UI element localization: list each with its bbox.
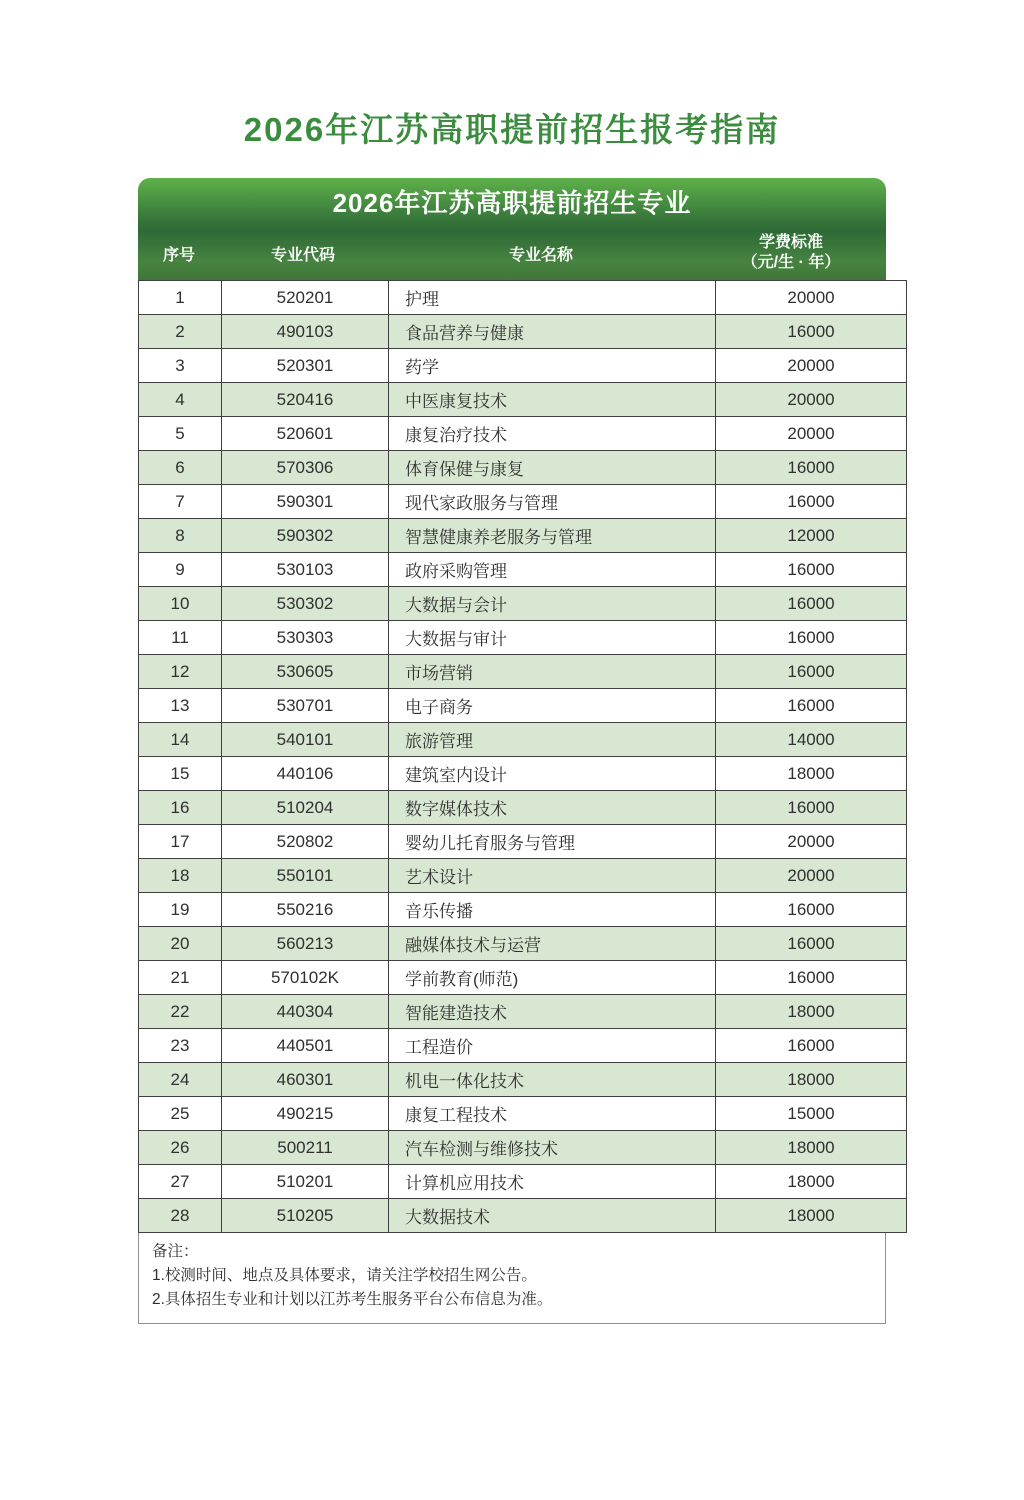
table-row [139, 315, 907, 349]
table-row [139, 791, 907, 825]
cell-code: 490215 [222, 1097, 389, 1131]
cell-index: 11 [139, 621, 222, 655]
cell-index: 19 [139, 893, 222, 927]
table-row [139, 349, 907, 383]
cell-index: 14 [139, 723, 222, 757]
table-row [139, 757, 907, 791]
cell-code: 590301 [222, 485, 389, 519]
cell-code: 440106 [222, 757, 389, 791]
table-row [139, 485, 907, 519]
cell-fee: 20000 [716, 859, 907, 893]
cell-fee: 20000 [716, 281, 907, 315]
cell-major-name: 食品营养与健康 [389, 315, 716, 349]
cell-major-name: 现代家政服务与管理 [389, 485, 716, 519]
cell-fee: 16000 [716, 485, 907, 519]
table-row [139, 383, 907, 417]
page [0, 104, 1024, 1324]
table-row [139, 451, 907, 485]
cell-index: 3 [139, 349, 222, 383]
cell-fee: 18000 [716, 1063, 907, 1097]
cell-index: 25 [139, 1097, 222, 1131]
cell-index: 28 [139, 1199, 222, 1233]
panel-header [138, 178, 886, 280]
cell-fee: 16000 [716, 791, 907, 825]
cell-code: 490103 [222, 315, 389, 349]
cell-fee: 16000 [716, 927, 907, 961]
table-row [139, 995, 907, 1029]
cell-major-name: 音乐传播 [389, 893, 716, 927]
cell-code: 510201 [222, 1165, 389, 1199]
cell-code: 540101 [222, 723, 389, 757]
cell-index: 23 [139, 1029, 222, 1063]
cell-major-name: 智能建造技术 [389, 995, 716, 1029]
majors-table [138, 280, 907, 1233]
cell-code: 440304 [222, 995, 389, 1029]
table-row [139, 893, 907, 927]
table-row [139, 417, 907, 451]
cell-major-name: 旅游管理 [389, 723, 716, 757]
column-header-fee [696, 233, 886, 273]
cell-index: 4 [139, 383, 222, 417]
cell-major-name: 市场营销 [389, 655, 716, 689]
cell-index: 8 [139, 519, 222, 553]
cell-major-name: 艺术设计 [389, 859, 716, 893]
cell-fee: 18000 [716, 1165, 907, 1199]
note-item-1: 1.校测时间、地点及具体要求，请关注学校招生网公告。 [152, 1267, 537, 1284]
table-row [139, 825, 907, 859]
cell-fee: 16000 [716, 587, 907, 621]
table-row [139, 859, 907, 893]
notes-label: 备注： [152, 1243, 199, 1260]
cell-major-name: 康复工程技术 [389, 1097, 716, 1131]
cell-code: 520601 [222, 417, 389, 451]
column-header-major-name: 专业名称 [508, 246, 573, 264]
cell-index: 12 [139, 655, 222, 689]
cell-index: 21 [139, 961, 222, 995]
cell-index: 7 [139, 485, 222, 519]
cell-code: 460301 [222, 1063, 389, 1097]
cell-major-name: 药学 [389, 349, 716, 383]
cell-fee: 16000 [716, 553, 907, 587]
cell-index: 1 [139, 281, 222, 315]
cell-major-name: 康复治疗技术 [389, 417, 716, 451]
cell-index: 15 [139, 757, 222, 791]
cell-fee: 20000 [716, 349, 907, 383]
cell-code: 530605 [222, 655, 389, 689]
table-row [139, 519, 907, 553]
table-row [139, 553, 907, 587]
cell-fee: 16000 [716, 893, 907, 927]
cell-fee: 20000 [716, 383, 907, 417]
cell-code: 560213 [222, 927, 389, 961]
cell-fee: 18000 [716, 1131, 907, 1165]
cell-major-name: 智慧健康养老服务与管理 [389, 519, 716, 553]
cell-fee: 12000 [716, 519, 907, 553]
cell-fee: 14000 [716, 723, 907, 757]
cell-fee: 20000 [716, 417, 907, 451]
cell-code: 590302 [222, 519, 389, 553]
cell-fee: 16000 [716, 961, 907, 995]
cell-index: 9 [139, 553, 222, 587]
cell-fee: 16000 [716, 451, 907, 485]
cell-code: 510204 [222, 791, 389, 825]
cell-code: 520416 [222, 383, 389, 417]
cell-fee: 20000 [716, 825, 907, 859]
table-row [139, 961, 907, 995]
table-row [139, 621, 907, 655]
fee-header-line1: 学费标准 [758, 234, 823, 251]
cell-index: 6 [139, 451, 222, 485]
cell-index: 26 [139, 1131, 222, 1165]
cell-major-name: 融媒体技术与运营 [389, 927, 716, 961]
cell-fee: 18000 [716, 995, 907, 1029]
cell-code: 530701 [222, 689, 389, 723]
cell-fee: 18000 [716, 1199, 907, 1233]
table-header-row [138, 226, 886, 280]
cell-code: 520301 [222, 349, 389, 383]
cell-major-name: 工程造价 [389, 1029, 716, 1063]
cell-fee: 16000 [716, 689, 907, 723]
table-row [139, 927, 907, 961]
cell-code: 510205 [222, 1199, 389, 1233]
table-row [139, 1131, 907, 1165]
cell-index: 2 [139, 315, 222, 349]
cell-index: 27 [139, 1165, 222, 1199]
cell-code: 530303 [222, 621, 389, 655]
cell-major-name: 政府采购管理 [389, 553, 716, 587]
cell-fee: 18000 [716, 757, 907, 791]
table-row [139, 655, 907, 689]
cell-index: 5 [139, 417, 222, 451]
table-row [139, 689, 907, 723]
table-row [139, 1199, 907, 1233]
cell-fee: 16000 [716, 621, 907, 655]
cell-major-name: 体育保健与康复 [389, 451, 716, 485]
panel-title: 2026年江苏高职提前招生专业 [332, 188, 692, 218]
table-row [139, 1165, 907, 1199]
cell-major-name: 建筑室内设计 [389, 757, 716, 791]
cell-major-name: 汽车检测与维修技术 [389, 1131, 716, 1165]
column-header-code: 专业代码 [270, 246, 335, 264]
cell-major-name: 大数据与会计 [389, 587, 716, 621]
cell-major-name: 电子商务 [389, 689, 716, 723]
cell-index: 16 [139, 791, 222, 825]
cell-index: 22 [139, 995, 222, 1029]
cell-index: 24 [139, 1063, 222, 1097]
fee-header-line2: （元/生 · 年） [741, 254, 841, 271]
cell-code: 550101 [222, 859, 389, 893]
cell-code: 550216 [222, 893, 389, 927]
cell-major-name: 学前教育(师范) [389, 961, 716, 995]
cell-code: 520802 [222, 825, 389, 859]
cell-code: 440501 [222, 1029, 389, 1063]
table-row [139, 723, 907, 757]
cell-major-name: 大数据技术 [389, 1199, 716, 1233]
cell-code: 500211 [222, 1131, 389, 1165]
cell-index: 17 [139, 825, 222, 859]
table-row [139, 1063, 907, 1097]
cell-fee: 16000 [716, 655, 907, 689]
cell-code: 520201 [222, 281, 389, 315]
cell-major-name: 婴幼儿托育服务与管理 [389, 825, 716, 859]
notes-section [138, 1233, 886, 1324]
cell-index: 20 [139, 927, 222, 961]
column-header-index: 序号 [162, 246, 195, 264]
cell-index: 13 [139, 689, 222, 723]
cell-major-name: 中医康复技术 [389, 383, 716, 417]
admission-majors-panel [138, 178, 886, 1324]
table-row [139, 281, 907, 315]
cell-code: 570102K [222, 961, 389, 995]
page-title: 2026年江苏高职提前招生报考指南 [243, 111, 781, 148]
cell-code: 530302 [222, 587, 389, 621]
note-item-2: 2.具体招生专业和计划以江苏考生服务平台公布信息为准。 [152, 1291, 553, 1308]
cell-code: 530103 [222, 553, 389, 587]
cell-major-name: 数字媒体技术 [389, 791, 716, 825]
cell-code: 570306 [222, 451, 389, 485]
cell-fee: 16000 [716, 1029, 907, 1063]
table-row [139, 1097, 907, 1131]
cell-major-name: 护理 [389, 281, 716, 315]
cell-major-name: 机电一体化技术 [389, 1063, 716, 1097]
cell-major-name: 大数据与审计 [389, 621, 716, 655]
cell-index: 10 [139, 587, 222, 621]
table-row [139, 587, 907, 621]
cell-fee: 16000 [716, 315, 907, 349]
cell-fee: 15000 [716, 1097, 907, 1131]
cell-index: 18 [139, 859, 222, 893]
table-row [139, 1029, 907, 1063]
cell-major-name: 计算机应用技术 [389, 1165, 716, 1199]
